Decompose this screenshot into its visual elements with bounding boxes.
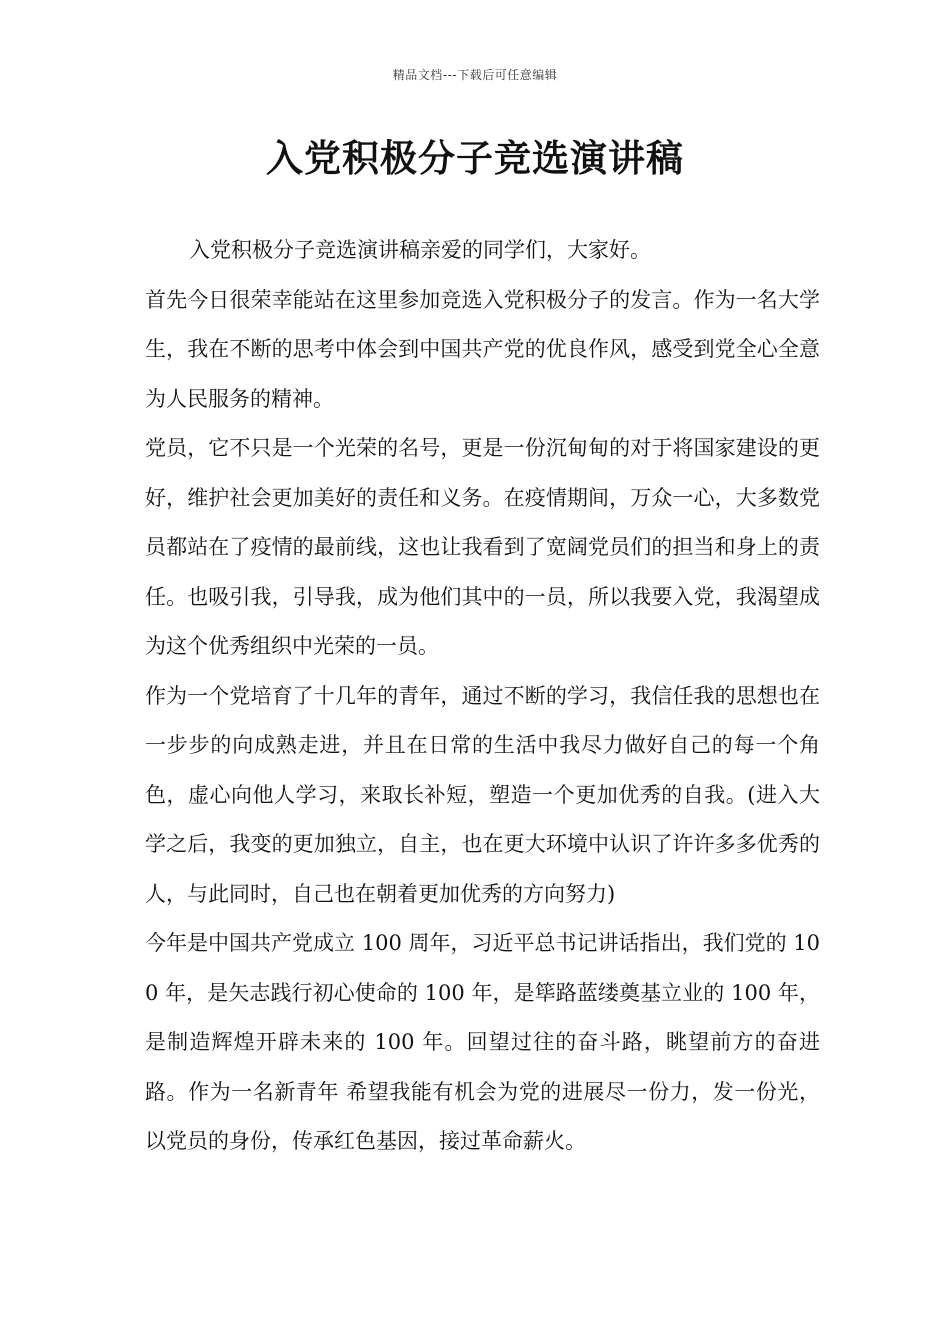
document-body bbox=[145, 226, 820, 1167]
paragraph: 首先今日很荣幸能站在这里参加竞选入党积极分子的发言。作为一名大学生，我在不断的思考中体会到中国共产党的优良作风，感受到党全心全意为人民服务的精神。 bbox=[145, 287, 820, 411]
paragraph: 今年是中国共产党成立 100 周年，习近平总书记讲话指出，我们党的 100 年，是矢志践行初心使命的 100 年，是筚路蓝缕奠基立业的 100 年，是制造辉煌开辟未来的 100 年。回望过往的奋斗路，眺望前方的奋进路。作为一名新青年 希望我能有机会为党的进展尽一份力，发一份光，以党员的身份，传承红色基因，接过革命薪火。 bbox=[145, 931, 820, 1153]
paragraph: 党员，它不只是一个光荣的名号，更是一份沉甸甸的对于将国家建设的更好，维护社会更加美好的责任和义务。在疫情期间，万众一心，大多数党员都站在了疫情的最前线，这也让我看到了宽阔党员们的担当和身上的责任。也吸引我，引导我，成为他们其中的一员，所以我要入党，我渴望成为这个优秀组织中光荣的一员。 bbox=[145, 436, 820, 658]
paragraph-greeting: 入党积极分子竞选演讲稿亲爱的同学们，大家好。 bbox=[189, 238, 651, 262]
document-title: 入党积极分子竞选演讲稿 bbox=[266, 137, 684, 180]
header-note: 精品文档---下载后可任意编辑 bbox=[392, 68, 558, 82]
paragraph: 作为一个党培育了十几年的青年，通过不断的学习，我信任我的思想也在一步步的向成熟走进，并且在日常的生活中我尽力做好自己的每一个角色，虚心向他人学习，来取长补短，塑造一个更加优秀的自我。(进入大学之后，我变的更加独立，自主，也在更大环境中认识了许许多多优秀的人，与此同时，自己也在朝着更加优秀的方向努力) bbox=[145, 683, 820, 906]
